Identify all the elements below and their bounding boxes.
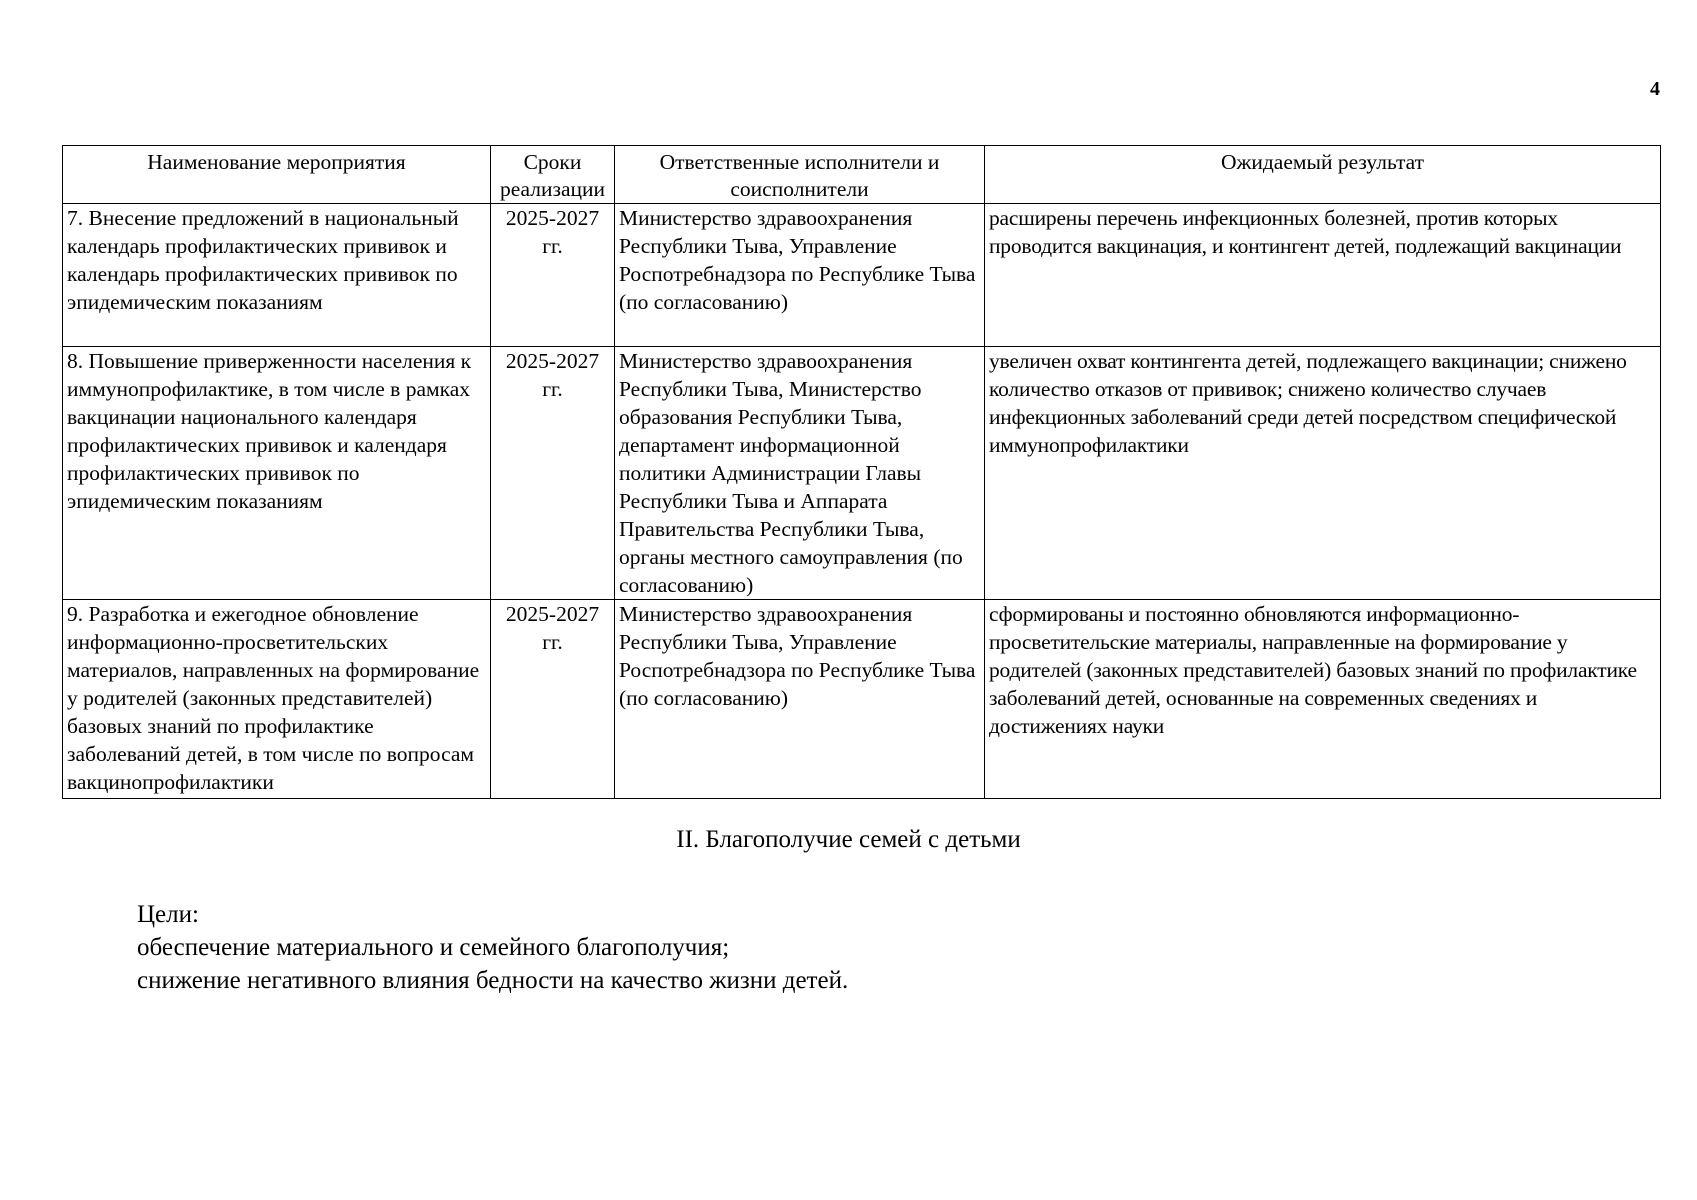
- cell-term: 2025-2027 гг.: [491, 204, 615, 347]
- goals-label: Цели:: [137, 901, 199, 928]
- cell-executors: Министерство здравоохранения Республики Тыва, Министерство образования Республики Тыва, департамент информационной политики Администрации Главы Республики Тыва и Аппарата Правительства Республики Тыва, органы местного самоуправления (по согласованию): [615, 347, 985, 600]
- cell-executors: Министерство здравоохранения Республики Тыва, Управление Роспотребнадзора по Республике Тыва (по согласованию): [615, 204, 985, 347]
- table-row: [63, 204, 1661, 347]
- header-result: Ожидаемый результат: [985, 146, 1661, 204]
- goal-item: обеспечение материального и семейного благополучия;: [137, 934, 730, 961]
- cell-result: расширены перечень инфекционных болезней, против которых проводится вакцинация, и контингент детей, подлежащий вакцинации: [985, 204, 1661, 347]
- header-term: Сроки реализации: [491, 146, 615, 204]
- page-number: 4: [1650, 78, 1660, 100]
- goals-block: [137, 898, 848, 997]
- table-header-row: [63, 146, 1661, 204]
- table-row: [63, 600, 1661, 799]
- cell-name: 9. Разработка и ежегодное обновление информационно-просветительских материалов, направленных на формирование у родителей (законных представителей) базовых знаний по профилактике заболеваний детей, в том числе по вопросам вакцинопрофилактики: [63, 600, 491, 799]
- cell-name: 7. Внесение предложений в национальный календарь профилактических прививок и календарь профилактических прививок по эпидемическим показаниям: [63, 204, 491, 347]
- measures-table: [62, 145, 1661, 799]
- section-title: II. Благополучие семей с детьми: [676, 826, 1021, 853]
- table-row: [63, 347, 1661, 600]
- cell-result: сформированы и постоянно обновляются информационно-просветительские материалы, направленные на формирование у родителей (законных представителей) базовых знаний по профилактике заболеваний детей, основанные на современных сведениях и достижениях науки: [985, 600, 1661, 799]
- cell-term: 2025-2027 гг.: [491, 600, 615, 799]
- cell-name: 8. Повышение приверженности населения к иммунопрофилактике, в том числе в рамках вакцинации национального календаря профилактических прививок и календаря профилактических прививок по эпидемическим показаниям: [63, 347, 491, 600]
- cell-result: увеличен охват контингента детей, подлежащего вакцинации; снижено количество отказов от прививок; снижено количество случаев инфекционных заболеваний среди детей посредством специфической иммунопрофилактики: [985, 347, 1661, 600]
- cell-term: 2025-2027 гг.: [491, 347, 615, 600]
- goal-item: снижение негативного влияния бедности на качество жизни детей.: [137, 967, 849, 994]
- header-executors: Ответственные исполнители и соисполнители: [615, 146, 985, 204]
- header-name: Наименование мероприятия: [63, 146, 491, 204]
- cell-executors: Министерство здравоохранения Республики Тыва, Управление Роспотребнадзора по Республике Тыва (по согласованию): [615, 600, 985, 799]
